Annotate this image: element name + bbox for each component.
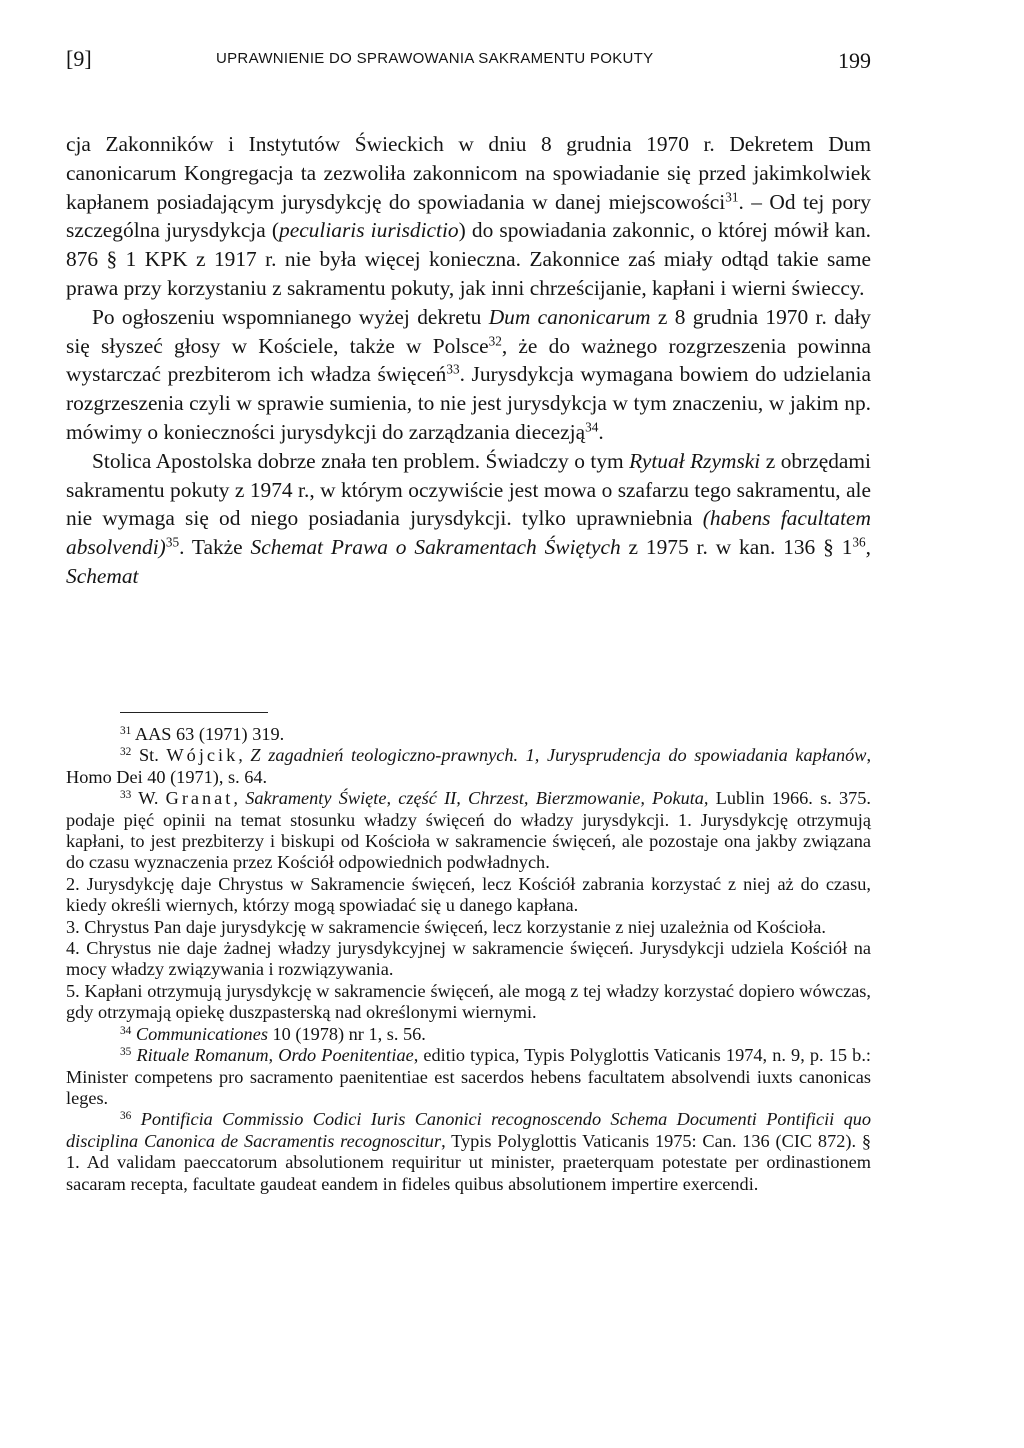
footnote-31: $^{31}$ AAS 63 (1971) 319. [120,724,285,744]
footnote-34: $^{34}$ Communicationes 10 (1978) nr 1, s. 56. [120,1023,426,1044]
footnote-33-option-2: 2. Jurysdykcję daje Chrystus w Sakramencie święceń, lecz Kościół zabrania korzystać z niej aż do czasu, kiedy określi wiernych, którzy mogą spowiadać się u danego kapłana. [66,873,871,916]
footnote-33-option-3: 3. Chrystus Pan daje jurysdykcję w sakramencie święceń, lecz korzystanie z niej uzależnia od Kościoła. [66,916,826,937]
footnote-36: $^{36}$ Pontificia Commissio Codici Iuris Canonici recognoscendo Schema Documenti Pontificii quo disciplina Canonica de Sacramentis recognoscitur, Typis Polyglottis Vaticanis 1975: Can. 136 (CIC 872). § 1. Ad validam paeccatorum absolutionem requiritur ut minister, praeterquam potestate per ordinastionem sacaram recepta, facultate gaudeat eandem in fideles quibus absolutionem impertire exercendi. [66,1109,871,1194]
footnote-ref-36: 36 [852,534,866,550]
page-number: 199 [838,48,871,73]
footnote-ref-35: 35 [165,534,180,550]
section-number: [9] [66,46,92,71]
paragraph-2: Po ogłoszeniu wspomnianego wyżej dekretu Dum canonicarum z 8 grudnia 1970 r. dały się słyszeć głosy w Kościele, także w Polsce$^{32}$, że do ważnego rozgrzeszenia powinna wystarczać prezbiterom ich władza święceń$^{33}$. Jurysdykcja wymagana bowiem do udzielania rozgrzeszenia czyli w sprawie sumienia, to nie jest jurysdykcja w tym znaczeniu, w jakim np. mówimy o konieczności jurysdykcji do zarządzania diecezją$^{34}$. [66,304,871,444]
footnote-33: $^{33}$ W. Granat, Sakramenty Święte, część II, Chrzest, Bierzmowanie, Pokuta, Lublin 1966. s. 375. podaje pięć opinii na temat stosunku władzy święceń do władzy jurysdykcji. 1. Jurysdykcję otrzymują kapłani, to jest prezbiterzy i biskupi od Kościoła w sakramencie święceń, ale pozostaje ona jakby związana do czasu wyznaczenia przez Kościół odpowiednich podwładnych. [66,788,872,873]
footnote-ref-33: 33 [446,362,460,378]
footnote-33-option-4: 4. Chrystus nie daje żadnej władzy jurysdykcyjnej w sakramencie święceń. Jurysdykcji udziela Kościół na mocy władzy związywania i rozwiązywania. [66,938,871,980]
footnote-35: $^{35}$ Rituale Romanum, Ordo Poenitentiae, editio typica, Typis Polyglottis Vaticanis 1974, n. 9, p. 15 b.: Minister competens pro sacramento paenitentiae est sacerdos hebens facultatem absolvendi iuxts canonicas leges. [66,1045,871,1108]
paragraph-3: Stolica Apostolska dobrze znała ten problem. Świadczy o tym Rytuał Rzymski z obrzędami sakramentu pokuty z 1974 r., w którym oczywiście jest mowa o szafarzu tego sakramentu, ale nie wymaga się od niego posiadania jurysdykcji. tylko uprawniebnia (habens facultatem absolvendi)$^{35}$. Także Schemat Prawa o Sakramentach Świętych z 1975 r. w kan. 136 § $1^{36}$, Schemat [66,448,872,588]
main-text [66,130,871,591]
running-header [66,46,871,82]
paragraph-1: cja Zakonników i Instytutów Świeckich w dniu 8 grudnia 1970 r. Dekretem Dum canonicarum Kongregacja ta zezwoliła zakonnicom na spowiadanie się przed jakimkolwiek kapłanem posiadającym jurysdykcję do spowiadania w danej miejscowości$^{31}$. – Od tej pory szczególna jurysdykcja (peculiaris iurisdictio) do spowiadania zakonnic, o której mówił kan. 876 § 1 KPK z 1917 r. nie była więcej konieczna. Zakonnice zaś miały odtąd takie same prawa przy korzystaniu z sakramentu pokuty, jak inni chrześcijanie, kapłani i wierni świeccy. [66,132,871,300]
footnotes [66,724,871,1195]
running-title: UPRAWNIENIE DO SPRAWOWANIA SAKRAMENTU POKUTY [216,50,654,67]
footnote-33-option-5: 5. Kapłani otrzymują jurysdykcję w sakramencie święceń, ale mogą z tej władzy korzystać dopiero wówczas, gdy otrzymają opiekę duszpasterską nad określonymi wiernymi. [66,980,871,1023]
footnote-ref-32: 32 [488,333,502,349]
footnote-32: $^{32}$ St. Wójcik, Z zagadnień teologiczno-prawnych. 1, Jurysprudencja do spowiadania kapłanów, Homo Dei 40 (1971), s. 64. [66,745,872,787]
footnote-divider [120,712,268,713]
footnote-ref-34: 34 [585,419,599,435]
footnote-ref-31: 31 [725,189,739,205]
